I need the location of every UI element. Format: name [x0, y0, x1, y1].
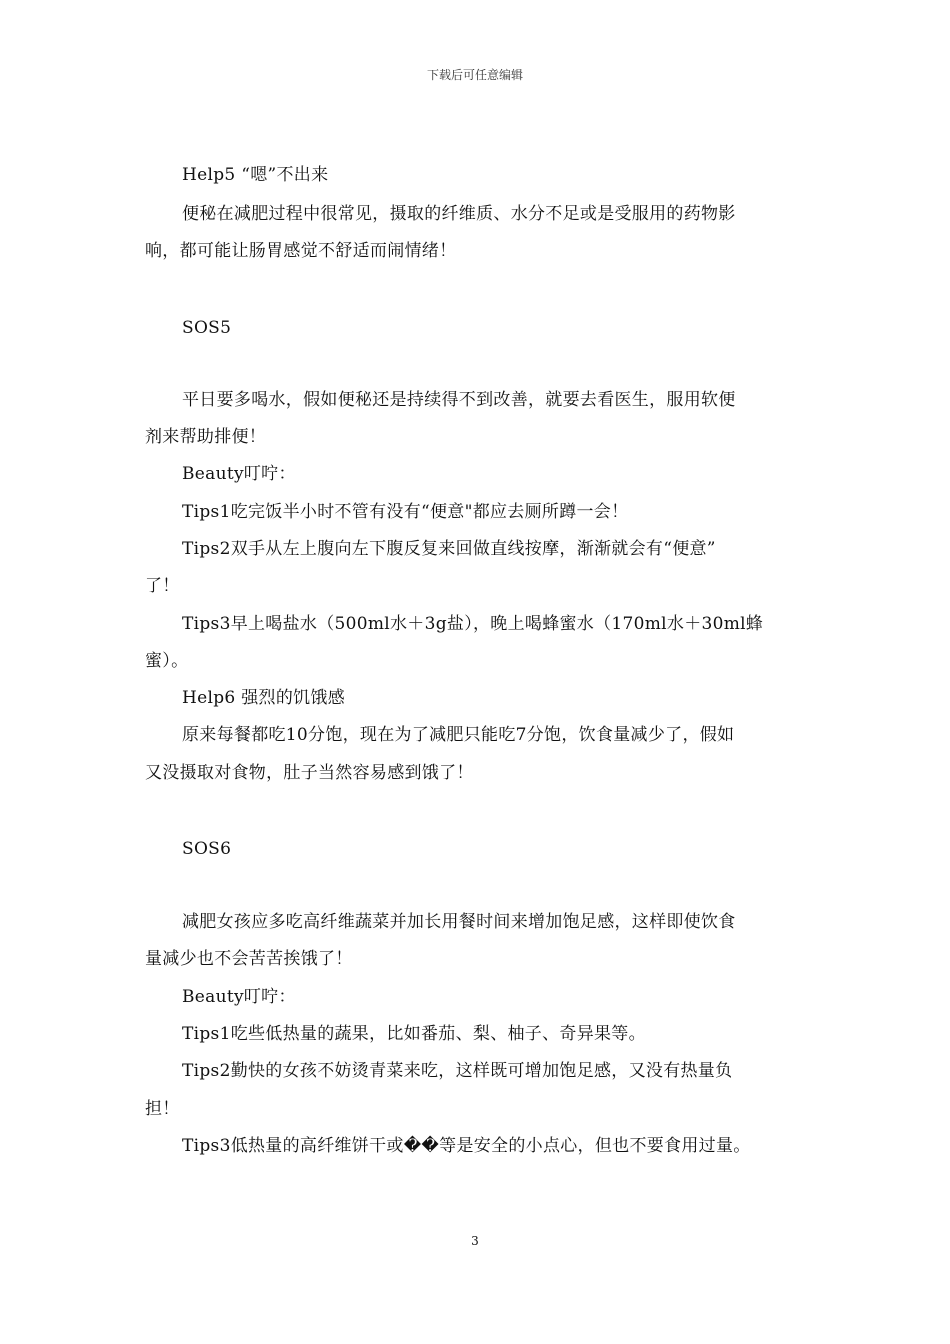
beauty-heading: Beauty叮咛：: [182, 464, 296, 484]
paragraph-line: 剂来帮助排便！: [145, 427, 267, 447]
heading-sos6: SOS6: [182, 839, 232, 859]
paragraph-line: 便秘在减肥过程中很常见，摄取的纤维质、水分不足或是受服用的药物影: [182, 204, 736, 224]
paragraph-line: 量减少也不会苦苦挨饿了！: [145, 949, 353, 969]
page-header: 下载后可任意编辑: [426, 68, 523, 82]
paragraph-line: 又没摄取对食物，肚子当然容易感到饿了！: [145, 763, 474, 783]
heading-help6: Help6 强烈的饥饿感: [182, 688, 346, 708]
paragraph-line: 平日要多喝水，假如便秘还是持续得不到改善，就要去看医生，服用软便: [182, 390, 736, 410]
tip-line: Tips2双手从左上腹向左下腹反复来回做直线按摩，渐渐就会有“便意”: [182, 539, 716, 559]
heading-help5: Help5 “嗯”不出来: [182, 165, 329, 185]
paragraph-line: 蜜）。: [145, 651, 189, 671]
tip-line: Tips2勤快的女孩不妨烫青菜来吃，这样既可增加饱足感，又没有热量负: [182, 1061, 733, 1081]
paragraph-line: 响，都可能让肠胃感觉不舒适而闹情绪！: [145, 241, 457, 261]
paragraph-line: 了！: [145, 576, 180, 596]
tip-line: Tips3早上喝盐水（500ml水＋3g盐），晚上喝蜂蜜水（170ml水＋30ml蜂: [182, 614, 764, 634]
tip-line: Tips1吃完饭半小时不管有没有“便意"都应去厕所蹲一会！: [182, 502, 629, 522]
paragraph-line: 原来每餐都吃10分饱，现在为了减肥只能吃7分饱，饮食量减少了，假如: [182, 725, 735, 745]
paragraph-line: 减肥女孩应多吃高纤维蔬菜并加长用餐时间来增加饱足感，这样即使饮食: [182, 912, 736, 932]
paragraph-line: 担！: [145, 1099, 180, 1119]
tip-line: Tips3低热量的高纤维饼干或��等是安全的小点心，但也不要食用过量。: [182, 1136, 751, 1156]
page-number: 3: [471, 1234, 479, 1248]
heading-sos5: SOS5: [182, 318, 232, 338]
beauty-heading: Beauty叮咛：: [182, 987, 296, 1007]
tip-line: Tips1吃些低热量的蔬果，比如番茄、梨、柚子、奇异果等。: [182, 1024, 646, 1044]
